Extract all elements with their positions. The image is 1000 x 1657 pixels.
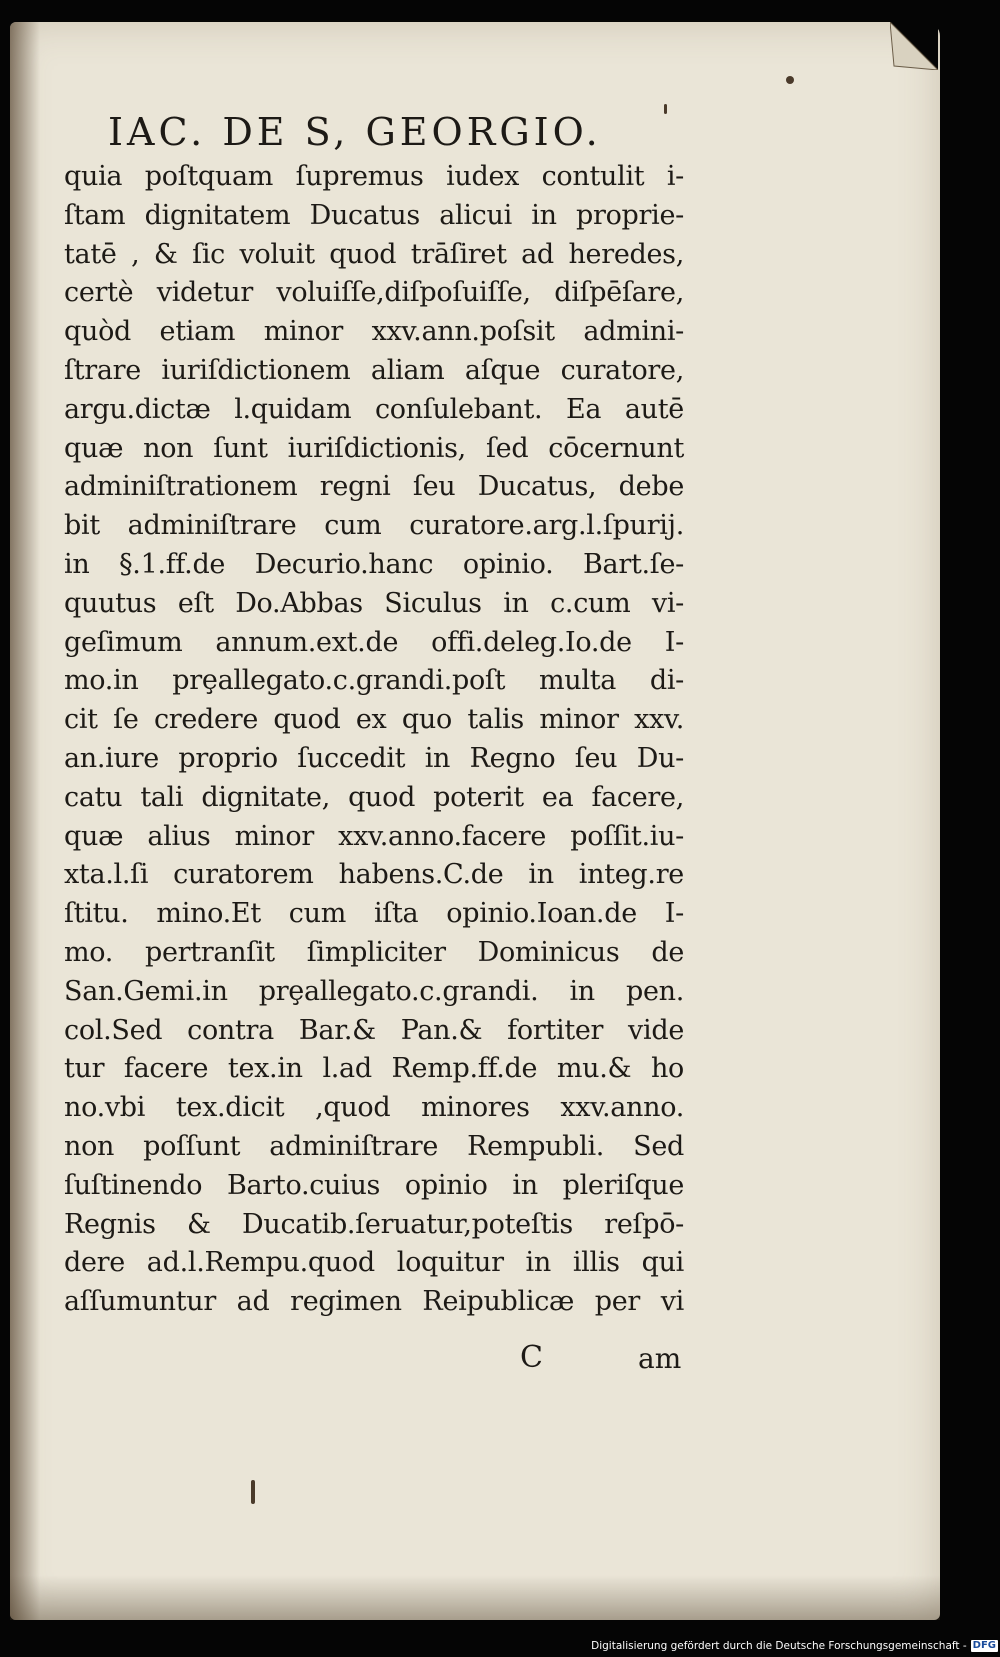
- text-line: quòd etiam minor xxv.ann.poſsit admini-: [64, 316, 684, 348]
- page-edge-shadow: [10, 1575, 940, 1620]
- catchword: am: [638, 1342, 682, 1375]
- text-line: ſuſtinendo Barto.cuius opinio in pleriſque: [64, 1169, 684, 1201]
- text-line: catu tali dignitate, quod poterit ea facere,: [64, 781, 684, 813]
- text-line: quia poſtquam ſupremus iudex contulit i-: [64, 161, 684, 192]
- text-line: cit ſe credere quod ex quo talis minor xxv.: [64, 704, 684, 736]
- text-line: quutus eſt Do.Abbas Siculus in c.cum vi-: [64, 587, 684, 619]
- text-line: San.Gemi.in prȩallegato.c.grandi. in pen.: [64, 975, 684, 1007]
- text-line: ſtitu. mino.Et cum iſta opinio.Ioan.de I-: [64, 898, 684, 930]
- text-line: Regnis & Ducatib.ſeruatur,poteſtis reſpō-: [64, 1208, 684, 1240]
- text-line: quæ non ſunt iuriſdictionis, ſed cōcernunt: [64, 432, 684, 464]
- text-line: mo.in prȩallegato.c.grandi.poſt multa di-: [64, 665, 684, 697]
- text-line: no.vbi tex.dicit ,quod minores xxv.anno.: [64, 1092, 684, 1124]
- text-line: adminiſtrationem regni ſeu Ducatus, debe: [64, 471, 684, 503]
- running-head: IAC. DE S, GEORGIO.: [108, 110, 602, 154]
- text-line: tatē , & ſic voluit quod trāſiret ad heredes,: [64, 238, 684, 270]
- text-line: mo. pertranſit ſimpliciter Dominicus de: [64, 936, 684, 968]
- folded-corner-icon: [890, 22, 938, 70]
- ink-spot: [786, 76, 794, 84]
- text-line: certè videtur voluiſſe,diſpoſuiſſe, diſpēſare,: [64, 277, 684, 309]
- credit-text: Digitalisierung gefördert durch die Deutsche Forschungsgemeinschaft -: [591, 1640, 967, 1652]
- text-line: non poſſunt adminiſtrare Rempubli. Sed: [64, 1130, 684, 1162]
- text-line: argu.dictæ l.quidam conſulebant. Ea autē: [64, 393, 684, 425]
- text-line: an.iure proprio ſuccedit in Regno ſeu Du-: [64, 742, 684, 774]
- text-block: [64, 158, 684, 1322]
- dfg-logo-icon: DFG: [972, 1640, 996, 1651]
- text-line: in §.1.ff.de Decurio.hanc opinio. Bart.ſe-: [64, 548, 684, 580]
- text-line: quæ alius minor xxv.anno.facere poſſit.iu-: [64, 820, 684, 852]
- signature-mark: C: [520, 1340, 543, 1375]
- spine-shadow: [10, 22, 40, 1620]
- ink-spot: [251, 1480, 255, 1504]
- text-line: geſimum annum.ext.de offi.deleg.Io.de I-: [64, 626, 684, 658]
- text-line: xta.l.ſi curatorem habens.C.de in integ.re: [64, 859, 684, 891]
- text-line: dere ad.l.Rempu.quod loquitur in illis qui: [64, 1247, 684, 1279]
- text-line: ſtrare iuriſdictionem aliam aſque curatore,: [64, 354, 684, 386]
- text-line: aſſumuntur ad regimen Reipublicæ per vi: [64, 1286, 684, 1318]
- text-line: bit adminiſtrare cum curatore.arg.l.ſpurij.: [64, 510, 684, 542]
- digitization-credit-bar: [591, 1636, 1000, 1656]
- text-line: ſtam dignitatem Ducatus alicui in proprie-: [64, 199, 684, 231]
- text-line: tur facere tex.in l.ad Remp.ff.de mu.& ho: [64, 1053, 684, 1085]
- text-line: col.Sed contra Bar.& Pan.& fortiter vide: [64, 1014, 684, 1046]
